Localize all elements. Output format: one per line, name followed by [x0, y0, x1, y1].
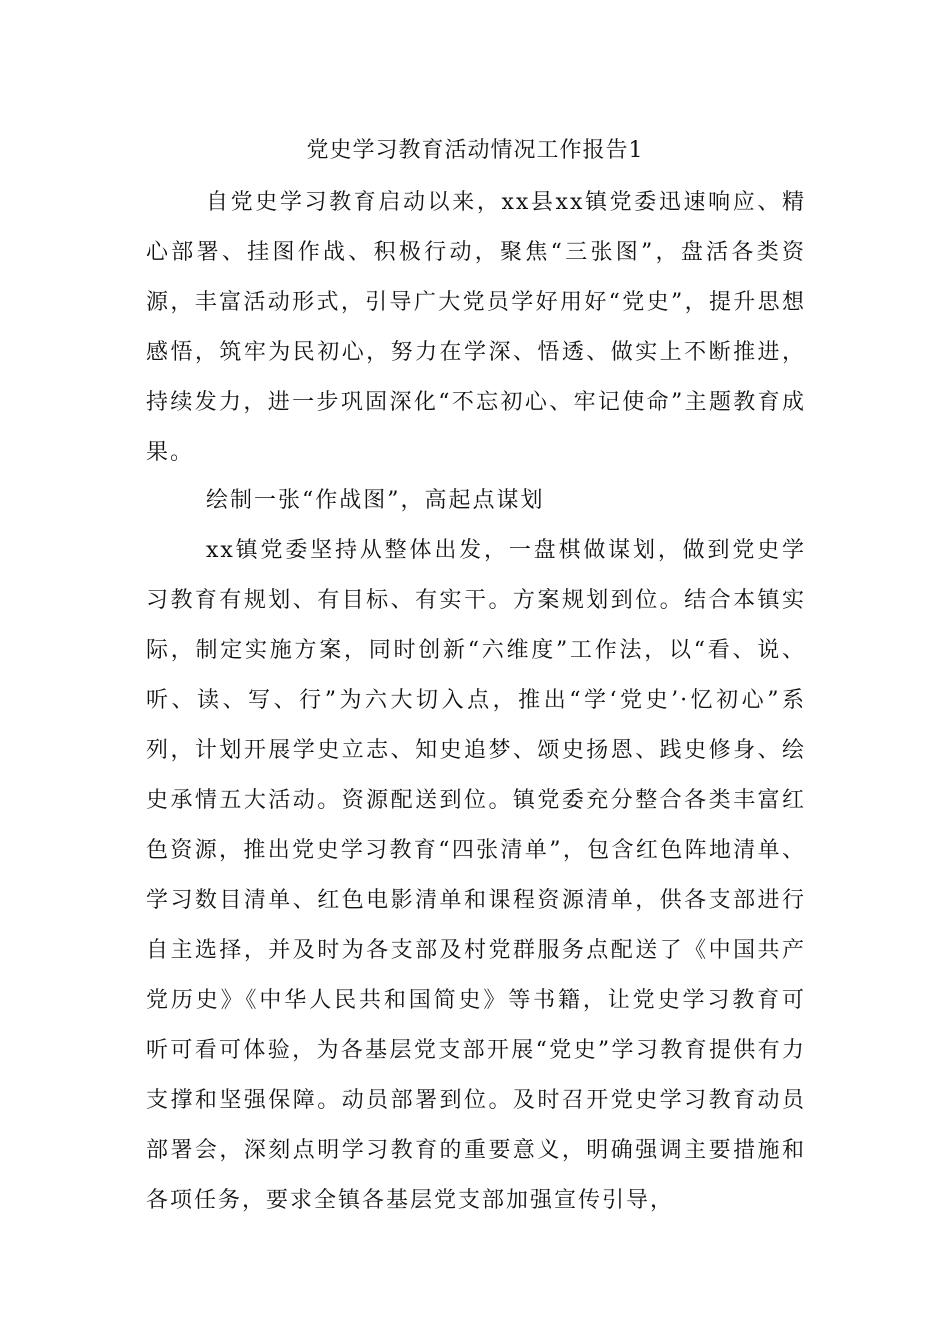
document-title: 党史学习教育活动情况工作报告1 [306, 138, 644, 163]
paragraph-body: xx镇党委坚持从整体出发，一盘棋做谋划，做到党史学习教育有规划、有目标、有实干。方案规划到位。结合本镇实际，制定实施方案，同时创新“六维度”工作法，以“看、说、听、读、写、行”为六大切入点，推出“学‘党史’·忆初心”系列，计划开展学史立志、知史追梦、颂史扬恩、践史修身、绘史承情五大活动。资源配送到位。镇党委充分整合各类丰富红色资源，推出党史学习教育“四张清单”，包含红色阵地清单、学习数目清单、红色电影清单和课程资源清单，供各支部进行自主选择，并及时为各支部及村党群服务点配送了《中国共产党历史》《中华人民共和国简史》等书籍，让党史学习教育可听可看可体验，为各基层党支部开展“党史”学习教育提供有力支撑和坚强保障。动员部署到位。及时召开党史学习教育动员部署会，深刻点明学习教育的重要意义，明确强调主要措施和各项任务，要求全镇各基层党支部加强宣传引导， [146, 538, 806, 1213]
section-heading: 绘制一张“作战图”，高起点谋划 [206, 488, 545, 513]
paragraph-intro: 自党史学习教育启动以来，xx县xx镇党委迅速响应、精心部署、挂图作战、积极行动，聚焦“三张图”，盘活各类资源，丰富活动形式，引导广大党员学好用好“党史”，提升思想感悟，筑牢为民初心，努力在学深、悟透、做实上不断推进，持续发力，进一步巩固深化“不忘初心、牢记使命”主题教育成果。 [146, 190, 806, 465]
